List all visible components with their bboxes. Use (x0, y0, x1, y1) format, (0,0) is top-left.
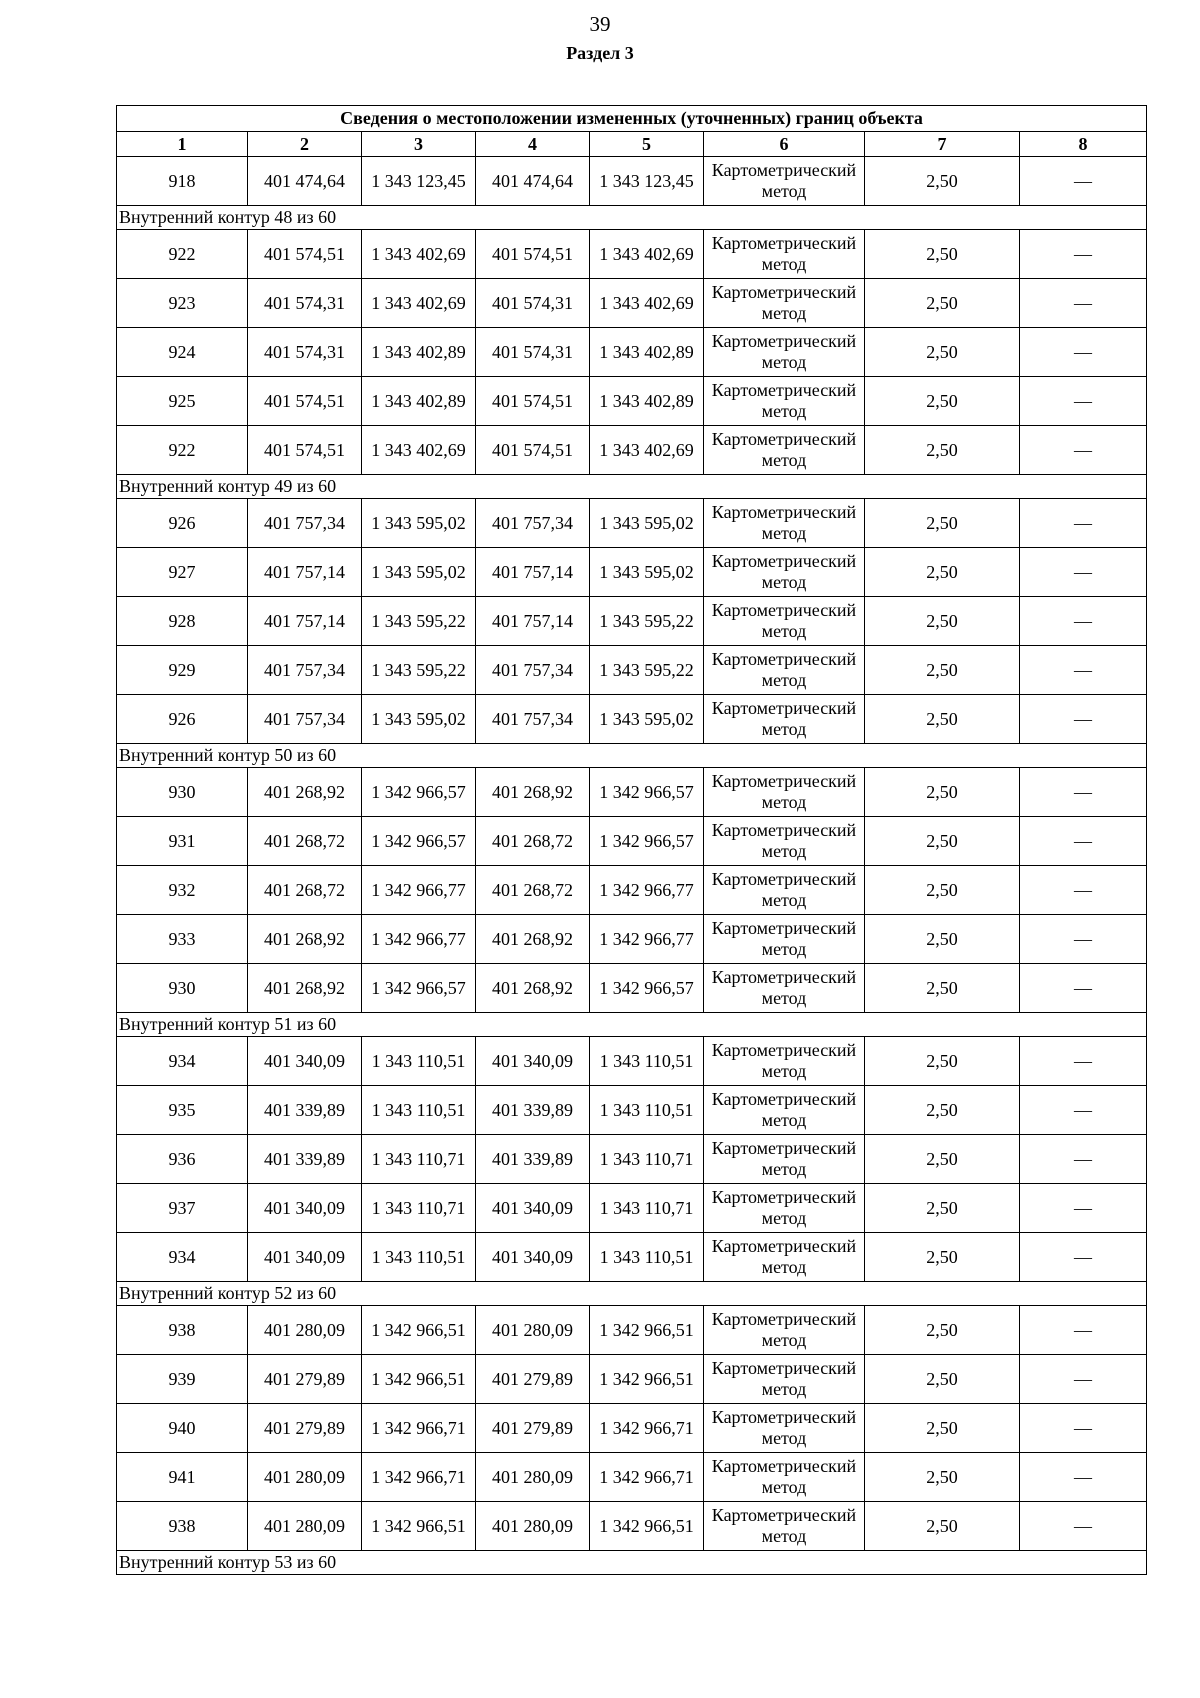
accuracy-cell: 2,50 (865, 1233, 1020, 1282)
description-cell: — (1020, 646, 1147, 695)
method-cell: Картометрический метод (704, 230, 865, 279)
table-row (117, 1233, 1147, 1282)
method-cell: Картометрический метод (704, 426, 865, 475)
y-new-cell: 1 343 402,89 (590, 328, 704, 377)
table-body (117, 157, 1147, 1575)
x-old-cell: 401 574,31 (248, 328, 362, 377)
method-cell: Картометрический метод (704, 377, 865, 426)
y-new-cell: 1 342 966,51 (590, 1502, 704, 1551)
description-cell: — (1020, 1086, 1147, 1135)
y-old-cell: 1 342 966,51 (362, 1355, 476, 1404)
accuracy-cell: 2,50 (865, 1135, 1020, 1184)
method-cell: Картометрический метод (704, 817, 865, 866)
column-number: 2 (248, 132, 362, 157)
table-row (117, 377, 1147, 426)
point-number-cell: 923 (117, 279, 248, 328)
y-new-cell: 1 343 110,71 (590, 1184, 704, 1233)
y-old-cell: 1 343 110,71 (362, 1135, 476, 1184)
point-number-cell: 922 (117, 426, 248, 475)
y-old-cell: 1 343 402,89 (362, 377, 476, 426)
point-number-cell: 939 (117, 1355, 248, 1404)
y-new-cell: 1 343 123,45 (590, 157, 704, 206)
contour-label: Внутренний контур 52 из 60 (117, 1282, 1147, 1306)
x-new-cell: 401 340,09 (476, 1184, 590, 1233)
column-number: 3 (362, 132, 476, 157)
method-cell: Картометрический метод (704, 866, 865, 915)
accuracy-cell: 2,50 (865, 964, 1020, 1013)
x-old-cell: 401 268,92 (248, 915, 362, 964)
table-row (117, 646, 1147, 695)
description-cell: — (1020, 597, 1147, 646)
table-row (117, 1086, 1147, 1135)
method-cell: Картометрический метод (704, 915, 865, 964)
x-old-cell: 401 339,89 (248, 1135, 362, 1184)
method-cell: Картометрический метод (704, 1502, 865, 1551)
x-old-cell: 401 757,34 (248, 646, 362, 695)
accuracy-cell: 2,50 (865, 377, 1020, 426)
accuracy-cell: 2,50 (865, 426, 1020, 475)
point-number-cell: 938 (117, 1502, 248, 1551)
x-old-cell: 401 340,09 (248, 1233, 362, 1282)
y-old-cell: 1 343 402,69 (362, 230, 476, 279)
point-number-cell: 941 (117, 1453, 248, 1502)
accuracy-cell: 2,50 (865, 695, 1020, 744)
x-new-cell: 401 268,92 (476, 915, 590, 964)
y-old-cell: 1 343 595,22 (362, 646, 476, 695)
contour-label: Внутренний контур 50 из 60 (117, 744, 1147, 768)
x-new-cell: 401 339,89 (476, 1135, 590, 1184)
method-cell: Картометрический метод (704, 964, 865, 1013)
coordinates-table (116, 105, 1147, 1575)
x-new-cell: 401 268,72 (476, 817, 590, 866)
point-number-cell: 928 (117, 597, 248, 646)
method-cell: Картометрический метод (704, 1184, 865, 1233)
contour-row (117, 475, 1147, 499)
point-number-cell: 936 (117, 1135, 248, 1184)
x-new-cell: 401 268,72 (476, 866, 590, 915)
y-new-cell: 1 343 110,51 (590, 1086, 704, 1135)
x-new-cell: 401 757,34 (476, 646, 590, 695)
x-old-cell: 401 268,92 (248, 768, 362, 817)
accuracy-cell: 2,50 (865, 1184, 1020, 1233)
point-number-cell: 940 (117, 1404, 248, 1453)
column-number: 7 (865, 132, 1020, 157)
point-number-cell: 925 (117, 377, 248, 426)
method-cell: Картометрический метод (704, 1233, 865, 1282)
x-old-cell: 401 757,14 (248, 597, 362, 646)
description-cell: — (1020, 328, 1147, 377)
x-old-cell: 401 280,09 (248, 1306, 362, 1355)
description-cell: — (1020, 915, 1147, 964)
contour-label: Внутренний контур 53 из 60 (117, 1551, 1147, 1575)
y-new-cell: 1 343 110,51 (590, 1037, 704, 1086)
accuracy-cell: 2,50 (865, 1086, 1020, 1135)
y-new-cell: 1 343 595,22 (590, 646, 704, 695)
x-new-cell: 401 757,34 (476, 499, 590, 548)
y-old-cell: 1 342 966,57 (362, 817, 476, 866)
y-old-cell: 1 342 966,77 (362, 915, 476, 964)
table-row (117, 1184, 1147, 1233)
description-cell: — (1020, 1306, 1147, 1355)
method-cell: Картометрический метод (704, 1135, 865, 1184)
y-new-cell: 1 342 966,57 (590, 964, 704, 1013)
y-new-cell: 1 343 110,71 (590, 1135, 704, 1184)
x-old-cell: 401 279,89 (248, 1355, 362, 1404)
x-old-cell: 401 574,51 (248, 230, 362, 279)
x-old-cell: 401 574,31 (248, 279, 362, 328)
table-row (117, 597, 1147, 646)
x-old-cell: 401 340,09 (248, 1037, 362, 1086)
point-number-cell: 934 (117, 1037, 248, 1086)
accuracy-cell: 2,50 (865, 499, 1020, 548)
accuracy-cell: 2,50 (865, 279, 1020, 328)
method-cell: Картометрический метод (704, 597, 865, 646)
y-new-cell: 1 343 595,02 (590, 499, 704, 548)
description-cell: — (1020, 499, 1147, 548)
y-new-cell: 1 343 110,51 (590, 1233, 704, 1282)
table-row (117, 279, 1147, 328)
table-row (117, 1404, 1147, 1453)
table-row (117, 426, 1147, 475)
table-row (117, 1037, 1147, 1086)
x-old-cell: 401 268,92 (248, 964, 362, 1013)
description-cell: — (1020, 230, 1147, 279)
method-cell: Картометрический метод (704, 279, 865, 328)
point-number-cell: 930 (117, 964, 248, 1013)
accuracy-cell: 2,50 (865, 548, 1020, 597)
x-old-cell: 401 268,72 (248, 817, 362, 866)
method-cell: Картометрический метод (704, 548, 865, 597)
y-old-cell: 1 342 966,51 (362, 1306, 476, 1355)
accuracy-cell: 2,50 (865, 1306, 1020, 1355)
contour-label: Внутренний контур 51 из 60 (117, 1013, 1147, 1037)
x-new-cell: 401 340,09 (476, 1233, 590, 1282)
y-old-cell: 1 342 966,71 (362, 1453, 476, 1502)
x-new-cell: 401 340,09 (476, 1037, 590, 1086)
x-new-cell: 401 279,89 (476, 1355, 590, 1404)
y-new-cell: 1 343 402,69 (590, 426, 704, 475)
y-old-cell: 1 343 110,51 (362, 1233, 476, 1282)
x-old-cell: 401 574,51 (248, 377, 362, 426)
method-cell: Картометрический метод (704, 768, 865, 817)
y-old-cell: 1 343 110,71 (362, 1184, 476, 1233)
point-number-cell: 926 (117, 695, 248, 744)
point-number-cell: 930 (117, 768, 248, 817)
x-old-cell: 401 574,51 (248, 426, 362, 475)
y-old-cell: 1 342 966,51 (362, 1502, 476, 1551)
accuracy-cell: 2,50 (865, 230, 1020, 279)
y-old-cell: 1 342 966,57 (362, 768, 476, 817)
table-row (117, 768, 1147, 817)
method-cell: Картометрический метод (704, 1355, 865, 1404)
y-old-cell: 1 342 966,57 (362, 964, 476, 1013)
description-cell: — (1020, 1502, 1147, 1551)
method-cell: Картометрический метод (704, 1306, 865, 1355)
description-cell: — (1020, 1037, 1147, 1086)
description-cell: — (1020, 548, 1147, 597)
point-number-cell: 932 (117, 866, 248, 915)
point-number-cell: 934 (117, 1233, 248, 1282)
x-old-cell: 401 339,89 (248, 1086, 362, 1135)
accuracy-cell: 2,50 (865, 328, 1020, 377)
x-old-cell: 401 279,89 (248, 1404, 362, 1453)
table-row (117, 499, 1147, 548)
method-cell: Картометрический метод (704, 646, 865, 695)
column-number-row (117, 132, 1147, 157)
y-new-cell: 1 342 966,71 (590, 1453, 704, 1502)
y-old-cell: 1 343 595,02 (362, 499, 476, 548)
accuracy-cell: 2,50 (865, 646, 1020, 695)
y-new-cell: 1 343 595,22 (590, 597, 704, 646)
description-cell: — (1020, 768, 1147, 817)
x-new-cell: 401 280,09 (476, 1306, 590, 1355)
accuracy-cell: 2,50 (865, 866, 1020, 915)
description-cell: — (1020, 157, 1147, 206)
table-row (117, 817, 1147, 866)
x-new-cell: 401 757,14 (476, 548, 590, 597)
description-cell: — (1020, 426, 1147, 475)
x-new-cell: 401 757,34 (476, 695, 590, 744)
method-cell: Картометрический метод (704, 328, 865, 377)
y-new-cell: 1 343 402,69 (590, 230, 704, 279)
y-new-cell: 1 342 966,51 (590, 1306, 704, 1355)
table-row (117, 866, 1147, 915)
accuracy-cell: 2,50 (865, 157, 1020, 206)
accuracy-cell: 2,50 (865, 1404, 1020, 1453)
y-old-cell: 1 342 966,71 (362, 1404, 476, 1453)
description-cell: — (1020, 695, 1147, 744)
point-number-cell: 918 (117, 157, 248, 206)
table-row (117, 157, 1147, 206)
table-row (117, 964, 1147, 1013)
description-cell: — (1020, 1233, 1147, 1282)
contour-row (117, 1551, 1147, 1575)
contour-row (117, 1013, 1147, 1037)
y-old-cell: 1 343 595,22 (362, 597, 476, 646)
y-old-cell: 1 343 402,89 (362, 328, 476, 377)
x-old-cell: 401 757,34 (248, 499, 362, 548)
table-row (117, 695, 1147, 744)
method-cell: Картометрический метод (704, 1404, 865, 1453)
column-number: 8 (1020, 132, 1147, 157)
x-new-cell: 401 280,09 (476, 1453, 590, 1502)
accuracy-cell: 2,50 (865, 1453, 1020, 1502)
table-row (117, 328, 1147, 377)
table-row (117, 230, 1147, 279)
y-new-cell: 1 343 402,89 (590, 377, 704, 426)
table-row (117, 1453, 1147, 1502)
column-number: 5 (590, 132, 704, 157)
accuracy-cell: 2,50 (865, 768, 1020, 817)
x-old-cell: 401 268,72 (248, 866, 362, 915)
contour-row (117, 744, 1147, 768)
y-old-cell: 1 343 595,02 (362, 695, 476, 744)
x-old-cell: 401 280,09 (248, 1502, 362, 1551)
accuracy-cell: 2,50 (865, 915, 1020, 964)
y-new-cell: 1 342 966,51 (590, 1355, 704, 1404)
point-number-cell: 937 (117, 1184, 248, 1233)
x-new-cell: 401 268,92 (476, 964, 590, 1013)
y-old-cell: 1 343 402,69 (362, 279, 476, 328)
x-new-cell: 401 574,51 (476, 426, 590, 475)
y-new-cell: 1 342 966,57 (590, 768, 704, 817)
method-cell: Картометрический метод (704, 157, 865, 206)
y-new-cell: 1 342 966,57 (590, 817, 704, 866)
method-cell: Картометрический метод (704, 1086, 865, 1135)
contour-label: Внутренний контур 49 из 60 (117, 475, 1147, 499)
method-cell: Картометрический метод (704, 1037, 865, 1086)
point-number-cell: 926 (117, 499, 248, 548)
contour-row (117, 1282, 1147, 1306)
point-number-cell: 933 (117, 915, 248, 964)
table-row (117, 915, 1147, 964)
table-row (117, 1355, 1147, 1404)
y-new-cell: 1 342 966,77 (590, 915, 704, 964)
y-old-cell: 1 343 123,45 (362, 157, 476, 206)
x-new-cell: 401 279,89 (476, 1404, 590, 1453)
table-title: Сведения о местоположении измененных (уточненных) границ объекта (117, 106, 1147, 132)
x-new-cell: 401 268,92 (476, 768, 590, 817)
point-number-cell: 931 (117, 817, 248, 866)
x-new-cell: 401 574,31 (476, 328, 590, 377)
description-cell: — (1020, 1355, 1147, 1404)
description-cell: — (1020, 964, 1147, 1013)
point-number-cell: 924 (117, 328, 248, 377)
x-new-cell: 401 757,14 (476, 597, 590, 646)
column-number: 1 (117, 132, 248, 157)
accuracy-cell: 2,50 (865, 817, 1020, 866)
page-number: 39 (589, 12, 611, 36)
accuracy-cell: 2,50 (865, 597, 1020, 646)
method-cell: Картометрический метод (704, 499, 865, 548)
method-cell: Картометрический метод (704, 695, 865, 744)
description-cell: — (1020, 1184, 1147, 1233)
table-row (117, 1135, 1147, 1184)
table-row (117, 548, 1147, 597)
point-number-cell: 929 (117, 646, 248, 695)
description-cell: — (1020, 1404, 1147, 1453)
x-new-cell: 401 280,09 (476, 1502, 590, 1551)
description-cell: — (1020, 817, 1147, 866)
description-cell: — (1020, 377, 1147, 426)
x-new-cell: 401 574,51 (476, 377, 590, 426)
point-number-cell: 938 (117, 1306, 248, 1355)
point-number-cell: 935 (117, 1086, 248, 1135)
column-number: 6 (704, 132, 865, 157)
y-old-cell: 1 343 595,02 (362, 548, 476, 597)
y-old-cell: 1 343 110,51 (362, 1086, 476, 1135)
point-number-cell: 922 (117, 230, 248, 279)
x-old-cell: 401 757,34 (248, 695, 362, 744)
table-row (117, 1502, 1147, 1551)
accuracy-cell: 2,50 (865, 1355, 1020, 1404)
x-old-cell: 401 280,09 (248, 1453, 362, 1502)
method-cell: Картометрический метод (704, 1453, 865, 1502)
y-old-cell: 1 342 966,77 (362, 866, 476, 915)
description-cell: — (1020, 279, 1147, 328)
table-row (117, 1306, 1147, 1355)
y-old-cell: 1 343 402,69 (362, 426, 476, 475)
accuracy-cell: 2,50 (865, 1037, 1020, 1086)
point-number-cell: 927 (117, 548, 248, 597)
x-old-cell: 401 340,09 (248, 1184, 362, 1233)
table-title-row (117, 106, 1147, 132)
y-new-cell: 1 343 595,02 (590, 695, 704, 744)
description-cell: — (1020, 1135, 1147, 1184)
y-new-cell: 1 343 402,69 (590, 279, 704, 328)
y-new-cell: 1 343 595,02 (590, 548, 704, 597)
contour-row (117, 206, 1147, 230)
x-new-cell: 401 339,89 (476, 1086, 590, 1135)
y-new-cell: 1 342 966,77 (590, 866, 704, 915)
y-new-cell: 1 342 966,71 (590, 1404, 704, 1453)
contour-label: Внутренний контур 48 из 60 (117, 206, 1147, 230)
column-number: 4 (476, 132, 590, 157)
description-cell: — (1020, 866, 1147, 915)
x-old-cell: 401 757,14 (248, 548, 362, 597)
x-new-cell: 401 574,51 (476, 230, 590, 279)
y-old-cell: 1 343 110,51 (362, 1037, 476, 1086)
x-new-cell: 401 474,64 (476, 157, 590, 206)
x-old-cell: 401 474,64 (248, 157, 362, 206)
description-cell: — (1020, 1453, 1147, 1502)
accuracy-cell: 2,50 (865, 1502, 1020, 1551)
x-new-cell: 401 574,31 (476, 279, 590, 328)
section-title: Раздел 3 (566, 43, 634, 63)
